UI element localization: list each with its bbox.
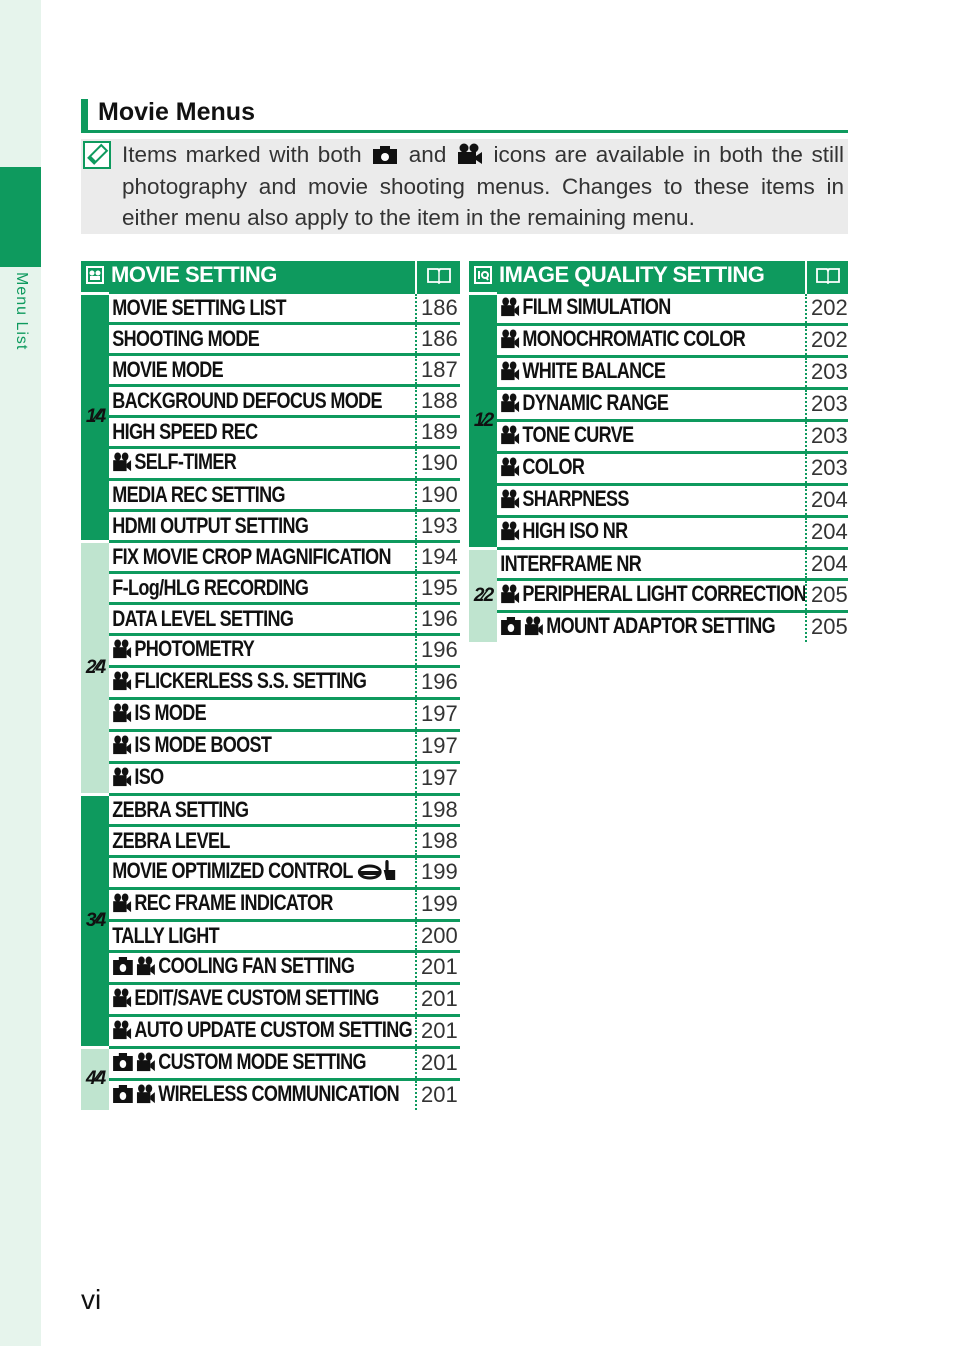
menu-item-label: MOUNT ADAPTOR SETTING xyxy=(546,612,775,638)
menu-item-label: DATA LEVEL SETTING xyxy=(112,605,294,631)
menu-item-page-ref: 199 xyxy=(416,888,460,920)
book-icon xyxy=(427,266,451,284)
menu-item-name xyxy=(109,666,416,698)
menu-item-row xyxy=(81,572,460,603)
menu-item-page-ref: 186 xyxy=(416,323,460,354)
menu-item-name xyxy=(109,920,416,951)
menu-item-page-ref: 197 xyxy=(416,698,460,730)
menu-item-name xyxy=(109,385,416,416)
menu-item-name xyxy=(109,730,416,762)
menu-item-label: MOVIE MODE xyxy=(112,356,223,382)
menu-item-name xyxy=(109,1079,416,1110)
still-camera-icon xyxy=(112,1084,133,1104)
menu-item-label: IS MODE BOOST xyxy=(134,731,272,757)
menu-item-row xyxy=(81,666,460,698)
menu-item-page-ref: 201 xyxy=(416,1015,460,1047)
menu-item-page-ref: 194 xyxy=(416,541,460,572)
menu-item-page-ref: 202 xyxy=(806,294,848,325)
menu-item-page-ref: 202 xyxy=(806,324,848,356)
menu-item-row xyxy=(81,951,460,983)
image-quality-table xyxy=(469,261,848,642)
menu-item-row xyxy=(469,388,848,420)
menu-item-row xyxy=(81,1015,460,1047)
menu-item-label: REC FRAME INDICATOR xyxy=(134,889,333,915)
menu-item-row xyxy=(81,294,460,324)
menu-item-label: AUTO UPDATE CUSTOM SETTING xyxy=(134,1016,413,1042)
movie-camera-icon xyxy=(112,1020,132,1040)
menu-item-label: TALLY LIGHT xyxy=(112,922,219,948)
menu-item-page-ref: 190 xyxy=(416,479,460,510)
menu-item-row xyxy=(81,510,460,541)
menu-item-name xyxy=(109,825,416,856)
menu-item-page-ref: 200 xyxy=(416,920,460,951)
menu-item-name xyxy=(109,416,416,447)
menu-item-row xyxy=(81,1079,460,1110)
note-text-part2: and xyxy=(408,142,447,167)
menu-item-label: SHOOTING MODE xyxy=(112,325,260,351)
menu-item-row xyxy=(469,579,848,611)
movie-camera-icon xyxy=(112,767,132,787)
image-quality-title: IMAGE QUALITY SETTING xyxy=(499,262,765,287)
menu-item-page-ref: 187 xyxy=(416,354,460,385)
book-icon xyxy=(816,266,840,284)
movie-camera-icon xyxy=(524,616,544,636)
menu-item-page-ref: 205 xyxy=(806,611,848,642)
menu-item-label: WIRELESS COMMUNICATION xyxy=(158,1080,399,1106)
menu-item-name xyxy=(497,294,806,325)
menu-item-name xyxy=(497,388,806,420)
menu-item-label: BACKGROUND DEFOCUS MODE xyxy=(112,387,382,413)
movie-camera-icon xyxy=(112,893,132,913)
movie-camera-icon xyxy=(500,457,520,477)
menu-item-page-ref: 203 xyxy=(806,452,848,484)
menu-item-name xyxy=(109,572,416,603)
menu-item-label: PHOTOMETRY xyxy=(134,635,255,661)
note-pencil-icon xyxy=(83,141,111,169)
menu-item-row xyxy=(81,634,460,666)
menu-item-name xyxy=(497,452,806,484)
menu-item-page-ref: 188 xyxy=(416,385,460,416)
movie-camera-icon xyxy=(136,956,156,976)
menu-item-page-ref: 196 xyxy=(416,603,460,634)
movie-camera-icon xyxy=(500,584,520,604)
menu-item-row xyxy=(81,920,460,951)
menu-item-row xyxy=(81,354,460,385)
movie-camera-icon xyxy=(112,703,132,723)
menu-item-page-ref: 201 xyxy=(416,1079,460,1110)
note-text-part1: Items marked with both xyxy=(122,142,362,167)
menu-item-label: F-Log/HLG RECORDING xyxy=(112,574,309,600)
movie-camera-icon xyxy=(112,735,132,755)
movie-camera-icon xyxy=(136,1084,156,1104)
movie-camera-icon xyxy=(500,361,520,381)
menu-item-label: MOVIE SETTING LIST xyxy=(112,294,286,320)
menu-item-name xyxy=(109,888,416,920)
menu-item-row xyxy=(81,856,460,888)
side-tab-marker xyxy=(0,167,41,267)
menu-item-label: MEDIA REC SETTING xyxy=(112,481,285,507)
side-tab-label: Menu List xyxy=(13,272,30,351)
menu-item-name xyxy=(109,323,416,354)
menu-item-name xyxy=(109,1015,416,1047)
menu-item-page-ref: 204 xyxy=(806,548,848,579)
movie-camera-icon xyxy=(136,1052,156,1072)
menu-item-label: ZEBRA LEVEL xyxy=(112,827,230,853)
menu-item-label: MONOCHROMATIC COLOR xyxy=(522,325,746,351)
menu-item-row xyxy=(81,541,460,572)
menu-page-indicator: 4⁄4 xyxy=(81,1047,109,1110)
menu-item-label: COLOR xyxy=(522,453,585,479)
menu-item-label: PERIPHERAL LIGHT CORRECTION xyxy=(522,580,807,606)
menu-item-page-ref: 201 xyxy=(416,951,460,983)
menu-item-name xyxy=(109,951,416,983)
still-camera-icon xyxy=(500,616,521,636)
menu-item-label: FIX MOVIE CROP MAGNIFICATION xyxy=(112,543,391,569)
movie-camera-icon xyxy=(500,393,520,413)
menu-item-row xyxy=(469,516,848,548)
menu-item-row xyxy=(81,730,460,762)
note-box xyxy=(81,139,848,234)
menu-item-name xyxy=(109,354,416,385)
menu-item-label: EDIT/SAVE CUSTOM SETTING xyxy=(134,984,379,1010)
section-heading xyxy=(81,97,848,133)
menu-page-indicator: 2⁄4 xyxy=(81,541,109,794)
menu-item-row xyxy=(81,603,460,634)
menu-page-indicator: 3⁄4 xyxy=(81,794,109,1047)
menu-page-indicator: 1⁄4 xyxy=(81,294,109,542)
menu-item-name xyxy=(109,510,416,541)
movie-camera-icon xyxy=(457,143,483,165)
menu-item-name xyxy=(497,324,806,356)
menu-item-row xyxy=(81,1047,460,1079)
menu-item-name xyxy=(109,794,416,825)
movie-camera-icon xyxy=(500,329,520,349)
menu-item-label: HIGH SPEED REC xyxy=(112,418,258,444)
menu-item-row xyxy=(81,698,460,730)
menu-item-row xyxy=(469,484,848,516)
menu-item-label: IS MODE xyxy=(134,699,207,725)
menu-item-row xyxy=(469,611,848,642)
menu-item-page-ref: 195 xyxy=(416,572,460,603)
movie-camera-icon xyxy=(500,297,520,317)
menu-item-name xyxy=(109,447,416,479)
menu-item-row xyxy=(81,416,460,447)
menu-item-label: CUSTOM MODE SETTING xyxy=(158,1048,366,1074)
page-ref-header xyxy=(416,261,460,294)
control-ring-icon xyxy=(358,863,383,881)
menu-item-page-ref: 196 xyxy=(416,634,460,666)
menu-item-page-ref: 190 xyxy=(416,447,460,479)
menu-item-page-ref: 186 xyxy=(416,294,460,324)
menu-item-row xyxy=(81,323,460,354)
note-text xyxy=(122,139,844,234)
menu-item-row xyxy=(81,385,460,416)
menu-item-name xyxy=(497,579,806,611)
menu-item-row xyxy=(81,447,460,479)
menu-item-page-ref: 199 xyxy=(416,856,460,888)
movie-camera-icon xyxy=(112,452,132,472)
menu-item-label: TONE CURVE xyxy=(522,421,634,447)
menu-item-page-ref: 189 xyxy=(416,416,460,447)
menu-item-page-ref: 198 xyxy=(416,825,460,856)
still-camera-icon xyxy=(372,145,398,165)
section-title: Movie Menus xyxy=(98,98,255,126)
menu-item-name xyxy=(497,356,806,388)
movie-camera-icon xyxy=(500,521,520,541)
menu-item-page-ref: 203 xyxy=(806,356,848,388)
menu-item-label: DYNAMIC RANGE xyxy=(522,389,669,415)
menu-item-page-ref: 204 xyxy=(806,484,848,516)
menu-item-name xyxy=(109,294,416,324)
menu-item-name xyxy=(497,611,806,642)
menu-item-page-ref: 203 xyxy=(806,388,848,420)
menu-item-label: FLICKERLESS S.S. SETTING xyxy=(134,667,367,693)
menu-item-page-ref: 196 xyxy=(416,666,460,698)
menu-item-row xyxy=(469,324,848,356)
menu-item-page-ref: 205 xyxy=(806,579,848,611)
touch-hand-icon xyxy=(382,859,397,881)
menu-item-page-ref: 198 xyxy=(416,794,460,825)
movie-setting-title: MOVIE SETTING xyxy=(111,262,277,287)
menu-item-label: HDMI OUTPUT SETTING xyxy=(112,512,309,538)
movie-camera-icon xyxy=(500,425,520,445)
menu-item-name xyxy=(109,479,416,510)
menu-item-row xyxy=(81,888,460,920)
menu-item-row xyxy=(469,294,848,325)
menu-item-label: HIGH ISO NR xyxy=(522,517,628,543)
movie-camera-icon xyxy=(112,988,132,1008)
menu-item-name xyxy=(109,634,416,666)
still-camera-icon xyxy=(112,956,133,976)
menu-item-row xyxy=(81,794,460,825)
movie-camera-icon xyxy=(112,639,132,659)
menu-item-label: ISO xyxy=(134,763,164,789)
menu-item-page-ref: 197 xyxy=(416,730,460,762)
movie-camera-icon xyxy=(500,489,520,509)
menu-page-indicator: 2⁄2 xyxy=(469,548,497,642)
menu-item-name xyxy=(109,856,416,888)
menu-item-name xyxy=(109,1047,416,1079)
menu-item-label: INTERFRAME NR xyxy=(500,550,642,576)
menu-item-label: FILM SIMULATION xyxy=(522,293,671,319)
note-text-part3: icons are available in both the still photography and movie shooting menus. Changes to these items in either menu also apply to the item in the remaining menu. xyxy=(122,142,844,230)
page-ref-header xyxy=(806,261,848,294)
menu-item-page-ref: 201 xyxy=(416,983,460,1015)
menu-item-page-ref: 193 xyxy=(416,510,460,541)
menu-item-label: ZEBRA SETTING xyxy=(112,796,249,822)
menu-item-label: COOLING FAN SETTING xyxy=(158,952,355,978)
menu-item-name xyxy=(109,983,416,1015)
page-number: vi xyxy=(81,1284,102,1315)
menu-item-label: WHITE BALANCE xyxy=(522,357,666,383)
menu-item-page-ref: 197 xyxy=(416,762,460,794)
menu-item-page-ref: 203 xyxy=(806,420,848,452)
menu-item-label: SELF-TIMER xyxy=(134,448,237,474)
menu-item-name xyxy=(497,484,806,516)
menu-item-label: SHARPNESS xyxy=(522,485,629,511)
image-quality-header xyxy=(469,261,806,294)
menu-item-name xyxy=(109,762,416,794)
menu-item-row xyxy=(469,452,848,484)
menu-item-name xyxy=(497,548,806,579)
menu-item-row xyxy=(469,548,848,579)
menu-item-row xyxy=(81,479,460,510)
menu-page-indicator: 1⁄2 xyxy=(469,294,497,549)
image-quality-icon xyxy=(473,265,493,285)
menu-item-row xyxy=(81,825,460,856)
menu-item-row xyxy=(81,762,460,794)
menu-item-name xyxy=(109,541,416,572)
movie-setting-table xyxy=(81,261,460,1110)
menu-item-page-ref: 204 xyxy=(806,516,848,548)
movie-camera-icon xyxy=(112,671,132,691)
still-camera-icon xyxy=(112,1052,133,1072)
movie-setting-header xyxy=(81,261,416,294)
menu-item-page-ref: 201 xyxy=(416,1047,460,1079)
menu-item-name xyxy=(109,698,416,730)
movie-setting-icon xyxy=(85,265,105,285)
menu-item-name xyxy=(497,516,806,548)
menu-item-name xyxy=(109,603,416,634)
heading-accent-bar xyxy=(81,99,88,130)
menu-item-row xyxy=(469,356,848,388)
menu-item-label: MOVIE OPTIMIZED CONTROL xyxy=(112,857,353,883)
menu-item-name xyxy=(497,420,806,452)
menu-item-row xyxy=(81,983,460,1015)
menu-item-row xyxy=(469,420,848,452)
